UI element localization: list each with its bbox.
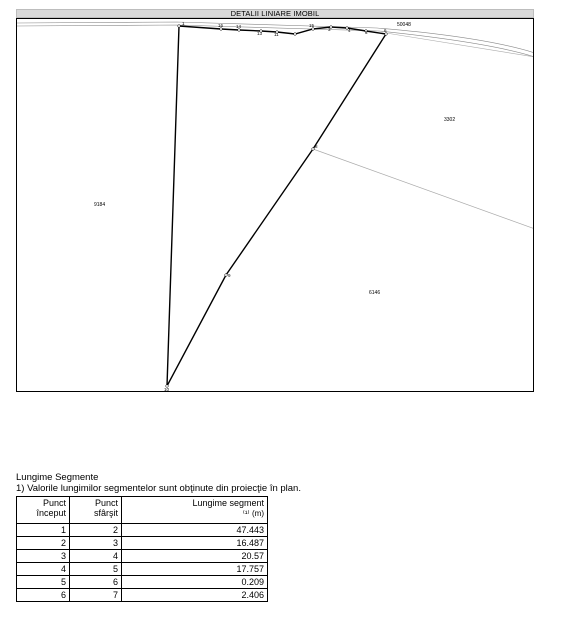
vertex-label: 4 [348,28,351,33]
section-title: Lungime Segmente [16,472,99,483]
vertex-label: 10 [164,387,170,392]
end-point-cell: 5 [70,563,122,576]
road-line-inner [17,25,534,57]
vertex-label: 5 [365,30,368,35]
length-cell: 20.57 [122,550,268,563]
start-point-cell: 2 [17,537,70,550]
vertex-label: 11 [274,32,279,37]
table-row [17,537,268,550]
table-row [17,524,268,537]
end-point-cell: 6 [70,576,122,589]
table-row [17,563,268,576]
end-point-cell: 4 [70,550,122,563]
length-cell: 16.487 [122,537,268,550]
parcel-label-southeast: 6146 [369,290,381,296]
start-point-cell: 3 [17,550,70,563]
length-cell: 17.757 [122,563,268,576]
section-subtitle: 1) Valorile lungimilor segmentelor sunt obţinute din proiecţie în plan. [16,483,301,494]
vertex-markers [166,25,388,388]
segment-lengths-section [16,472,436,494]
parcel-boundary [167,26,386,386]
page-title: DETALII LINIARE IMOBIL [16,9,534,18]
road-line-outer [17,22,534,53]
vertex-label: 13 [257,31,263,36]
table-row [17,589,268,602]
neighbour-boundary-north [386,33,534,57]
start-point-cell: 5 [17,576,70,589]
header-start-point: Punct început [17,497,70,524]
parcel-label-northeast: 3302 [444,117,456,123]
header-end-point: Punct sfârşit [70,497,122,524]
start-point-cell: 4 [17,563,70,576]
header-segment-length: Lungime segment ⁽¹⁾ (m) [122,497,268,524]
start-point-cell: 1 [17,524,70,537]
length-cell: 47.443 [122,524,268,537]
vertex-label: 8 [315,144,318,149]
end-point-cell: 7 [70,589,122,602]
parcel-label-west: 9184 [94,202,106,208]
end-point-cell: 3 [70,537,122,550]
parcel-map [16,18,534,392]
length-cell: 2.406 [122,589,268,602]
vertex-label: 16 [218,23,224,28]
start-point-cell: 6 [17,589,70,602]
end-point-cell: 2 [70,524,122,537]
vertex-label: 3 [328,27,331,32]
neighbour-boundary-east [313,149,534,229]
segment-lengths-table [16,496,268,602]
table-row [17,550,268,563]
vertex-label: 15 [309,23,315,28]
vertex-label: 6 [384,28,387,33]
length-cell: 0.209 [122,576,268,589]
vertex-label: 9 [228,273,231,278]
parcel-map-drawing [17,19,534,392]
parcel-label-top-right: 50048 [397,22,411,28]
vertex-label: 14 [236,24,242,29]
vertex-label: 1 [182,21,185,26]
table-row [17,576,268,589]
table-header-row [17,497,268,524]
cropped-header-strip [16,0,534,4]
